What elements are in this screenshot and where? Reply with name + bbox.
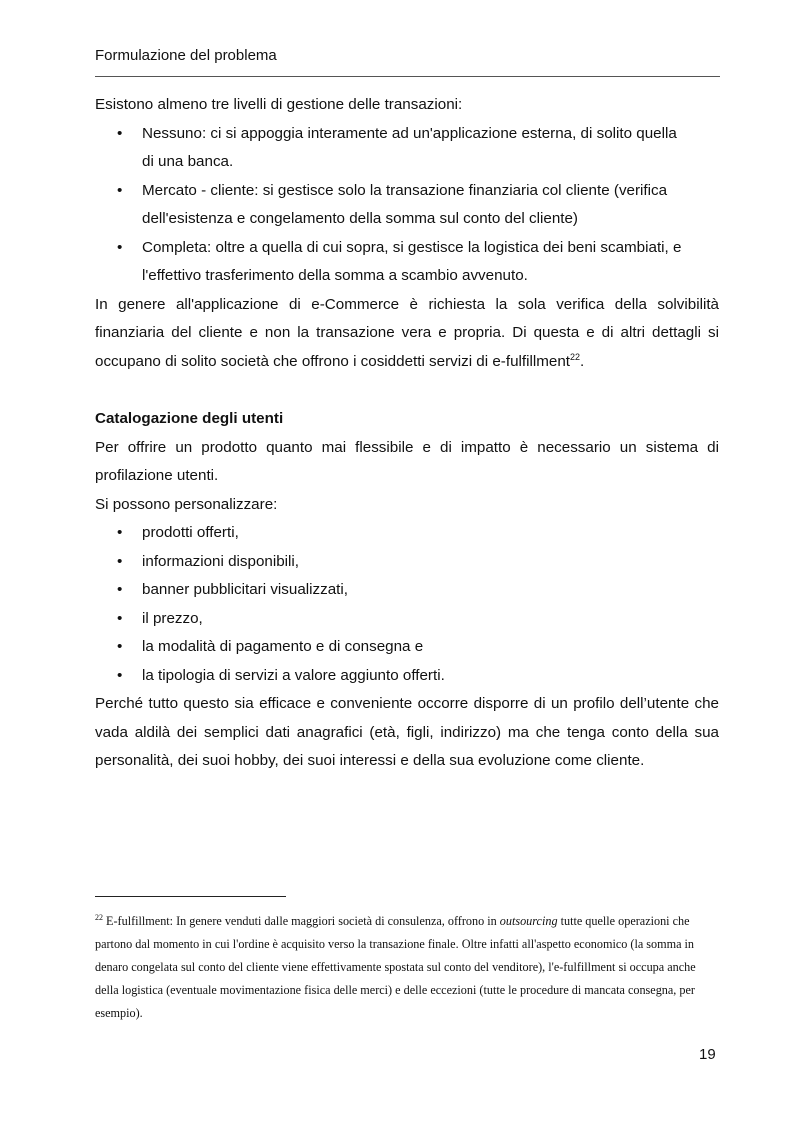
bullet-icon: •: [117, 638, 123, 655]
list-item: • la tipologia di servizi a valore aggiunto offerti.: [95, 662, 719, 691]
list-item: • banner pubblicitari visualizzati,: [95, 576, 719, 605]
list-item: • informazioni disponibili,: [95, 548, 719, 577]
list-item: • Completa: oltre a quella di cui sopra, si gestisce la logistica dei beni scambiati, e l'effettivo trasferimento della somma a scambio avvenuto.: [95, 234, 719, 291]
page-body: [95, 91, 719, 776]
list-item: • la modalità di pagamento e di consegna e: [95, 633, 719, 662]
footnote-separator: [95, 896, 286, 897]
section-heading: Catalogazione degli utenti: [95, 410, 284, 427]
bullet-icon: •: [117, 181, 123, 199]
list-item: • prodotti offerti,: [95, 519, 719, 548]
footnote-number: 22: [95, 913, 103, 922]
customize-intro: Si possono personalizzare:: [95, 495, 278, 513]
transactions-intro: Esistono almeno tre livelli di gestione delle transazioni:: [95, 96, 463, 113]
page-number: 19: [699, 1046, 716, 1063]
transaction-levels-list: [95, 120, 719, 291]
bullet-icon: •: [117, 609, 123, 627]
bullet-icon: •: [117, 581, 123, 598]
bullet-icon: •: [117, 666, 123, 684]
list-item: • Mercato - cliente: si gestisce solo la transazione finanziaria col cliente (verifica dell'esistenza e congelamento della somma sul conto del cliente): [95, 177, 719, 234]
bullet-icon: •: [117, 524, 123, 541]
bullet-icon: •: [117, 238, 123, 256]
fulfillment-paragraph: In genere all'applicazione di e-Commerce è richiesta la sola verifica della solvibilità finanziaria del cliente e non la transazione vera e propria. Di questa e di altri dettagli si occupano di solito società che offrono i cosiddetti servizi di e-fulfillment$^{22}$.: [95, 295, 719, 370]
footnote-reference: 22: [570, 351, 581, 362]
bullet-icon: •: [117, 124, 123, 142]
closing-paragraph: Perché tutto questo sia efficace e conveniente occorre disporre di un profilo dell’utente che vada aldilà dei semplici dati anagrafici (età, figli, indirizzo) ma che tenga conto della sua personalità, dei suoi hobby, dei suoi interessi e della sua evoluzione come cliente.: [95, 695, 719, 769]
list-item: • Nessuno: ci si appoggia interamente ad un'applicazione esterna, di solito quella di una banca.: [95, 120, 719, 177]
running-header: Formulazione del problema: [95, 47, 277, 64]
footnote: $^{22}$ E-fulfillment: In genere venduti dalle maggiori società di consulenza, offrono in outsourcing tutte quelle operazioni che partono dal momento in cui l'ordine è acquisito verso la transazione finale. Oltre infatti all'aspetto economico (la somma in denaro congelata sul conto del cliente viene effettivamente spostata sul conto del venditore), l'e-fulfillment si occupa anche della logistica (eventuale movimentazione fisica delle merci) e delle eccezioni (tutte le procedure di mancata consegna, per esempio).: [95, 913, 696, 1020]
customizable-items-list: [95, 519, 719, 690]
list-item: • il prezzo,: [95, 605, 719, 634]
bullet-icon: •: [117, 552, 123, 570]
header-divider: [95, 76, 720, 77]
profiling-intro: Per offrire un prodotto quanto mai flessibile e di impatto è necessario un sistema di profilazione utenti.: [95, 438, 719, 484]
